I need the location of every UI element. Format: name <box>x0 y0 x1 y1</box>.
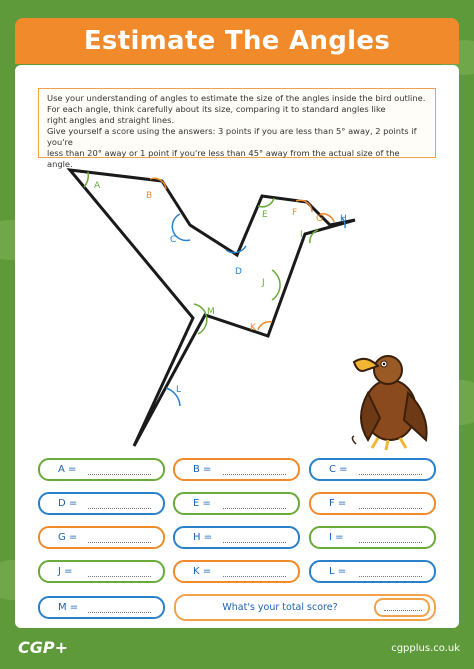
answer-dotted-line <box>88 541 151 543</box>
answer-label: G = <box>58 532 78 543</box>
total-score-box[interactable] <box>174 594 436 621</box>
score-dotted-line <box>384 610 422 611</box>
answer-label: J = <box>58 566 73 577</box>
answer-dotted-line <box>359 473 422 475</box>
instruction-line: Give yourself a score using the answers: 3 points if you are less than 5° away, 2 points if you're <box>47 126 417 147</box>
answer-dotted-line <box>88 507 151 509</box>
angle-arc-a <box>84 172 88 187</box>
answer-dotted-line <box>223 473 286 475</box>
answer-box-g[interactable] <box>38 526 165 549</box>
instruction-line: For each angle, think carefully about its size, comparing it to standard angles like <box>47 104 386 114</box>
angle-label-j: J <box>262 278 265 288</box>
answer-label: I = <box>329 532 344 543</box>
angle-arc-j <box>272 270 280 300</box>
answer-label: L = <box>329 566 347 577</box>
answer-box-h[interactable] <box>173 526 300 549</box>
answer-dotted-line <box>88 473 151 475</box>
footer-url[interactable]: cgpplus.co.uk <box>391 643 460 654</box>
angle-label-h: H <box>340 214 347 224</box>
answer-box-e[interactable] <box>173 492 300 515</box>
angle-label-b: B <box>146 191 153 201</box>
answer-dotted-line <box>223 507 286 509</box>
angle-label-f: F <box>292 208 298 218</box>
answer-box-m[interactable] <box>38 596 165 619</box>
total-score-field[interactable] <box>374 598 430 617</box>
answer-label: E = <box>193 498 211 509</box>
angle-label-c: C <box>170 235 177 245</box>
answer-label: A = <box>58 464 77 475</box>
answer-dotted-line <box>359 507 422 509</box>
instruction-line: less than 20° away or 1 point if you're less than 45° away from the actual size of the angle. <box>47 148 400 169</box>
answer-dotted-line <box>223 541 286 543</box>
answer-box-b[interactable] <box>173 458 300 481</box>
answer-box-i[interactable] <box>309 526 436 549</box>
answer-dotted-line <box>88 611 151 613</box>
answer-box-j[interactable] <box>38 560 165 583</box>
page-title: Estimate The Angles <box>83 26 391 56</box>
answer-box-f[interactable] <box>309 492 436 515</box>
answer-dotted-line <box>359 575 422 577</box>
instruction-line: right angles and straight lines. <box>47 115 175 125</box>
answer-dotted-line <box>359 541 422 543</box>
answer-dotted-line <box>223 575 286 577</box>
angle-label-d: D <box>235 267 242 277</box>
answer-label: H = <box>193 532 213 543</box>
answer-label: M = <box>58 602 79 613</box>
instruction-line: Use your understanding of angles to estimate the size of the angles inside the bird outline. <box>47 93 426 103</box>
total-score-label: What's your total score? <box>222 602 338 613</box>
angle-label-g: G <box>316 214 323 224</box>
answer-box-l[interactable] <box>309 560 436 583</box>
angle-label-l: L <box>176 385 182 395</box>
answer-box-d[interactable] <box>38 492 165 515</box>
answer-label: F = <box>329 498 347 509</box>
answer-dotted-line <box>88 575 151 577</box>
answer-label: C = <box>329 464 348 475</box>
cgp-logo: CGP+ <box>18 638 69 657</box>
answer-box-a[interactable] <box>38 458 165 481</box>
answer-box-k[interactable] <box>173 560 300 583</box>
answer-label: D = <box>58 498 78 509</box>
eagle-illustration <box>348 348 438 453</box>
answer-box-c[interactable] <box>309 458 436 481</box>
angle-label-m: M <box>207 307 215 317</box>
answer-label: B = <box>193 464 212 475</box>
angle-label-e: E <box>262 210 268 220</box>
answer-label: K = <box>193 566 212 577</box>
angle-label-i: I <box>300 230 303 240</box>
angle-label-k: K <box>250 323 256 333</box>
angle-label-a: A <box>94 181 101 191</box>
